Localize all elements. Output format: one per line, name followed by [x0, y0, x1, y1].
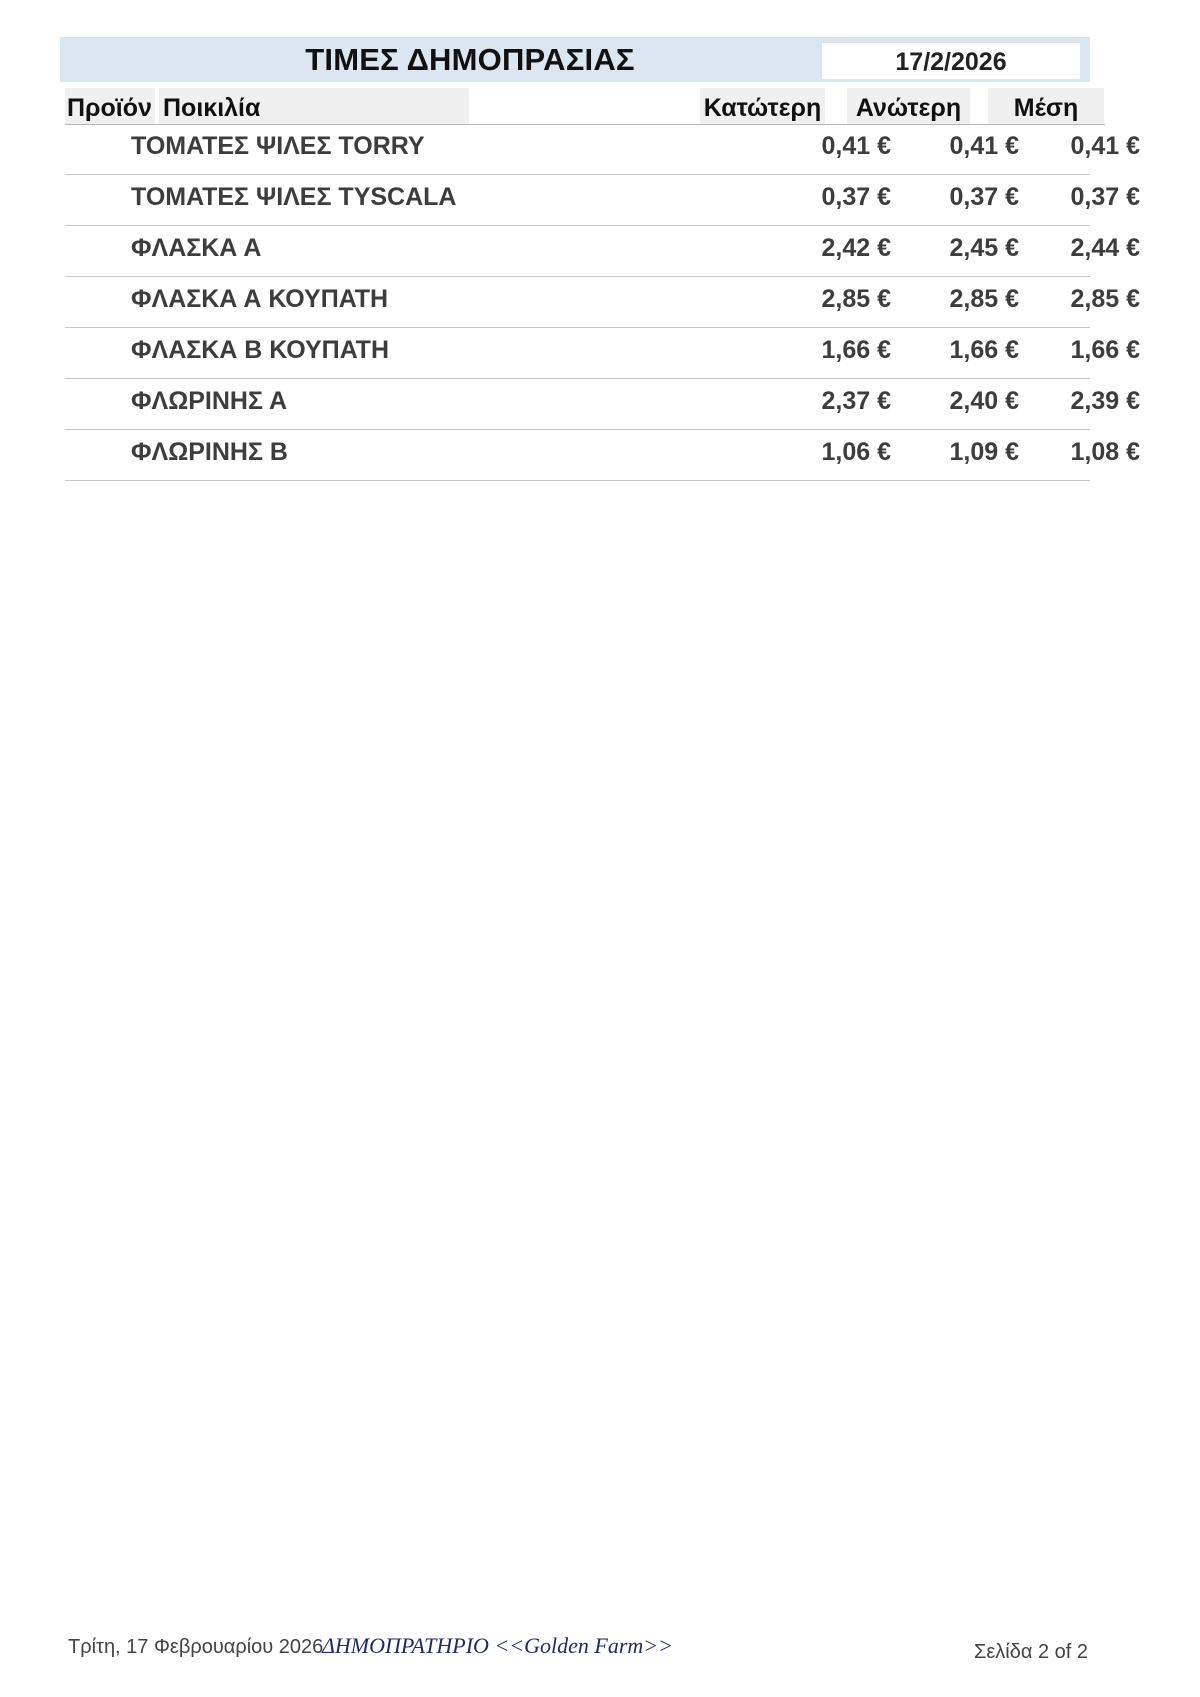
- high-price: 2,85 €: [949, 285, 1019, 313]
- column-header-product: Προϊόν: [65, 88, 155, 124]
- variety-name: ΦΛΩΡΙΝΗΣ Β: [131, 438, 288, 466]
- average-price: 1,08 €: [1070, 438, 1140, 466]
- low-price: 2,42 €: [821, 234, 891, 262]
- high-price: 2,45 €: [949, 234, 1019, 262]
- column-header-low-price: Κατώτερη: [700, 88, 825, 124]
- table-row: [65, 226, 1140, 277]
- low-price: 0,41 €: [821, 132, 891, 160]
- price-table-body: [65, 124, 1140, 481]
- low-price: 1,06 €: [821, 438, 891, 466]
- low-price: 1,66 €: [821, 336, 891, 364]
- variety-name: ΦΛΩΡΙΝΗΣ Α: [131, 387, 288, 415]
- variety-name: ΦΛΑΣΚΑ Β ΚΟΥΠΑΤΗ: [131, 336, 389, 364]
- footer-company: ΔΗΜΟΠΡΑΤΗΡΙΟ <<Golden Farm>>: [322, 1633, 673, 1658]
- table-row: [65, 430, 1140, 481]
- high-price: 1,66 €: [949, 336, 1019, 364]
- high-price: 0,37 €: [949, 183, 1019, 211]
- low-price: 0,37 €: [821, 183, 891, 211]
- column-header-variety: Ποικιλία: [159, 88, 469, 124]
- table-row: [65, 175, 1140, 226]
- column-header-average-price: Μέση: [988, 88, 1104, 124]
- table-row: [65, 379, 1140, 430]
- footer-page-number: Σελίδα 2 of 2: [973, 1641, 1088, 1663]
- high-price: 0,41 €: [949, 132, 1019, 160]
- average-price: 2,44 €: [1070, 234, 1140, 262]
- table-row: [65, 124, 1140, 175]
- report-title: ΤΙΜΕΣ ΔΗΜΟΠΡΑΣΙΑΣ: [305, 42, 635, 77]
- variety-name: ΦΛΑΣΚΑ Α ΚΟΥΠΑΤΗ: [131, 285, 389, 313]
- table-row: [65, 328, 1140, 379]
- low-price: 2,85 €: [821, 285, 891, 313]
- average-price: 2,85 €: [1070, 285, 1140, 313]
- table-row: [65, 277, 1140, 328]
- average-price: 0,37 €: [1070, 183, 1140, 211]
- variety-name: ΤΟΜΑΤΕΣ ΨΙΛΕΣ TYSCALA: [131, 183, 457, 211]
- average-price: 2,39 €: [1070, 387, 1140, 415]
- report-date: 17/2/2026: [822, 43, 1080, 79]
- column-header-high-price: Ανώτερη: [847, 88, 970, 124]
- title-band: [60, 37, 1090, 82]
- average-price: 0,41 €: [1070, 132, 1140, 160]
- high-price: 2,40 €: [949, 387, 1019, 415]
- high-price: 1,09 €: [949, 438, 1019, 466]
- variety-name: ΤΟΜΑΤΕΣ ΨΙΛΕΣ TORRY: [131, 132, 425, 160]
- footer-date: Τρίτη, 17 Φεβρουαρίου 2026: [68, 1636, 324, 1658]
- low-price: 2,37 €: [821, 387, 891, 415]
- variety-name: ΦΛΑΣΚΑ Α: [131, 234, 262, 262]
- table-header: [65, 88, 1105, 125]
- average-price: 1,66 €: [1070, 336, 1140, 364]
